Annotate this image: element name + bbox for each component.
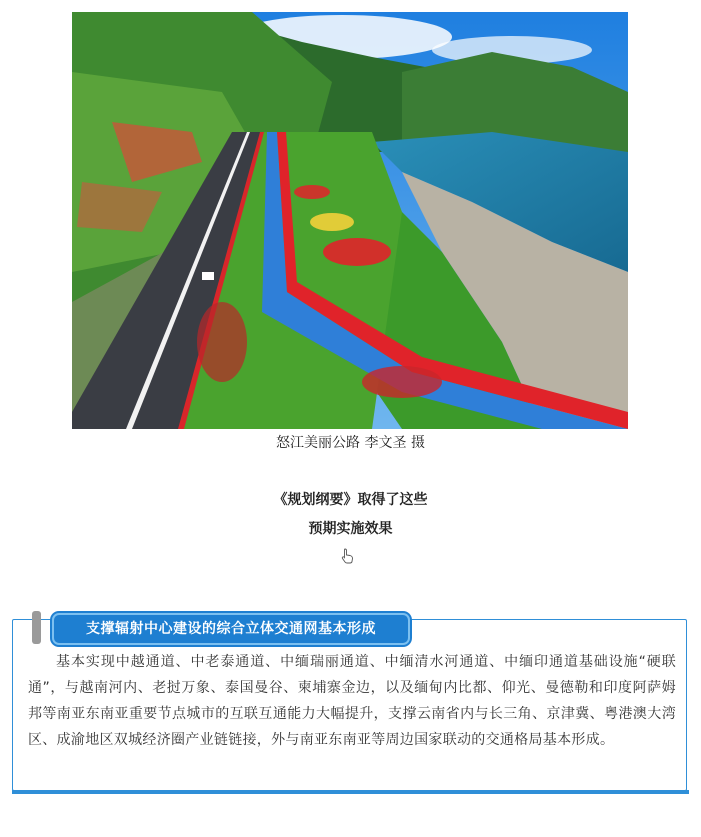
photo-nujiang-road bbox=[72, 12, 628, 429]
headline-line-2: 预期实施效果 bbox=[308, 521, 393, 537]
section-title: 支撑辐射中心建设的综合立体交通网基本形成 bbox=[52, 613, 410, 645]
section-tab-marker bbox=[32, 611, 41, 644]
hand-pointer-icon bbox=[341, 548, 355, 564]
photo-caption: 怒江美丽公路 李文圣 摄 bbox=[276, 435, 425, 451]
section-bottom-rule bbox=[12, 790, 689, 794]
headline bbox=[0, 486, 701, 544]
headline-line-1: 《规划纲要》取得了这些 bbox=[273, 492, 428, 508]
section-body-text: 基本实现中越通道、中老泰通道、中缅瑞丽通道、中缅清水河通道、中缅印通道基础设施“硬联通”，与越南河内、老挝万象、泰国曼谷、柬埔寨金边，以及缅甸内比都、仰光、曼德勒和印度阿萨姆邦等南亚东南亚重要节点城市的互联互通能力大幅提升，支撑云南省内与长三角、京津冀、粤港澳大湾区、成渝地区双城经济圈产业链链接，外与南亚东南亚等周边国家联动的交通格局基本形成。 bbox=[28, 654, 676, 748]
